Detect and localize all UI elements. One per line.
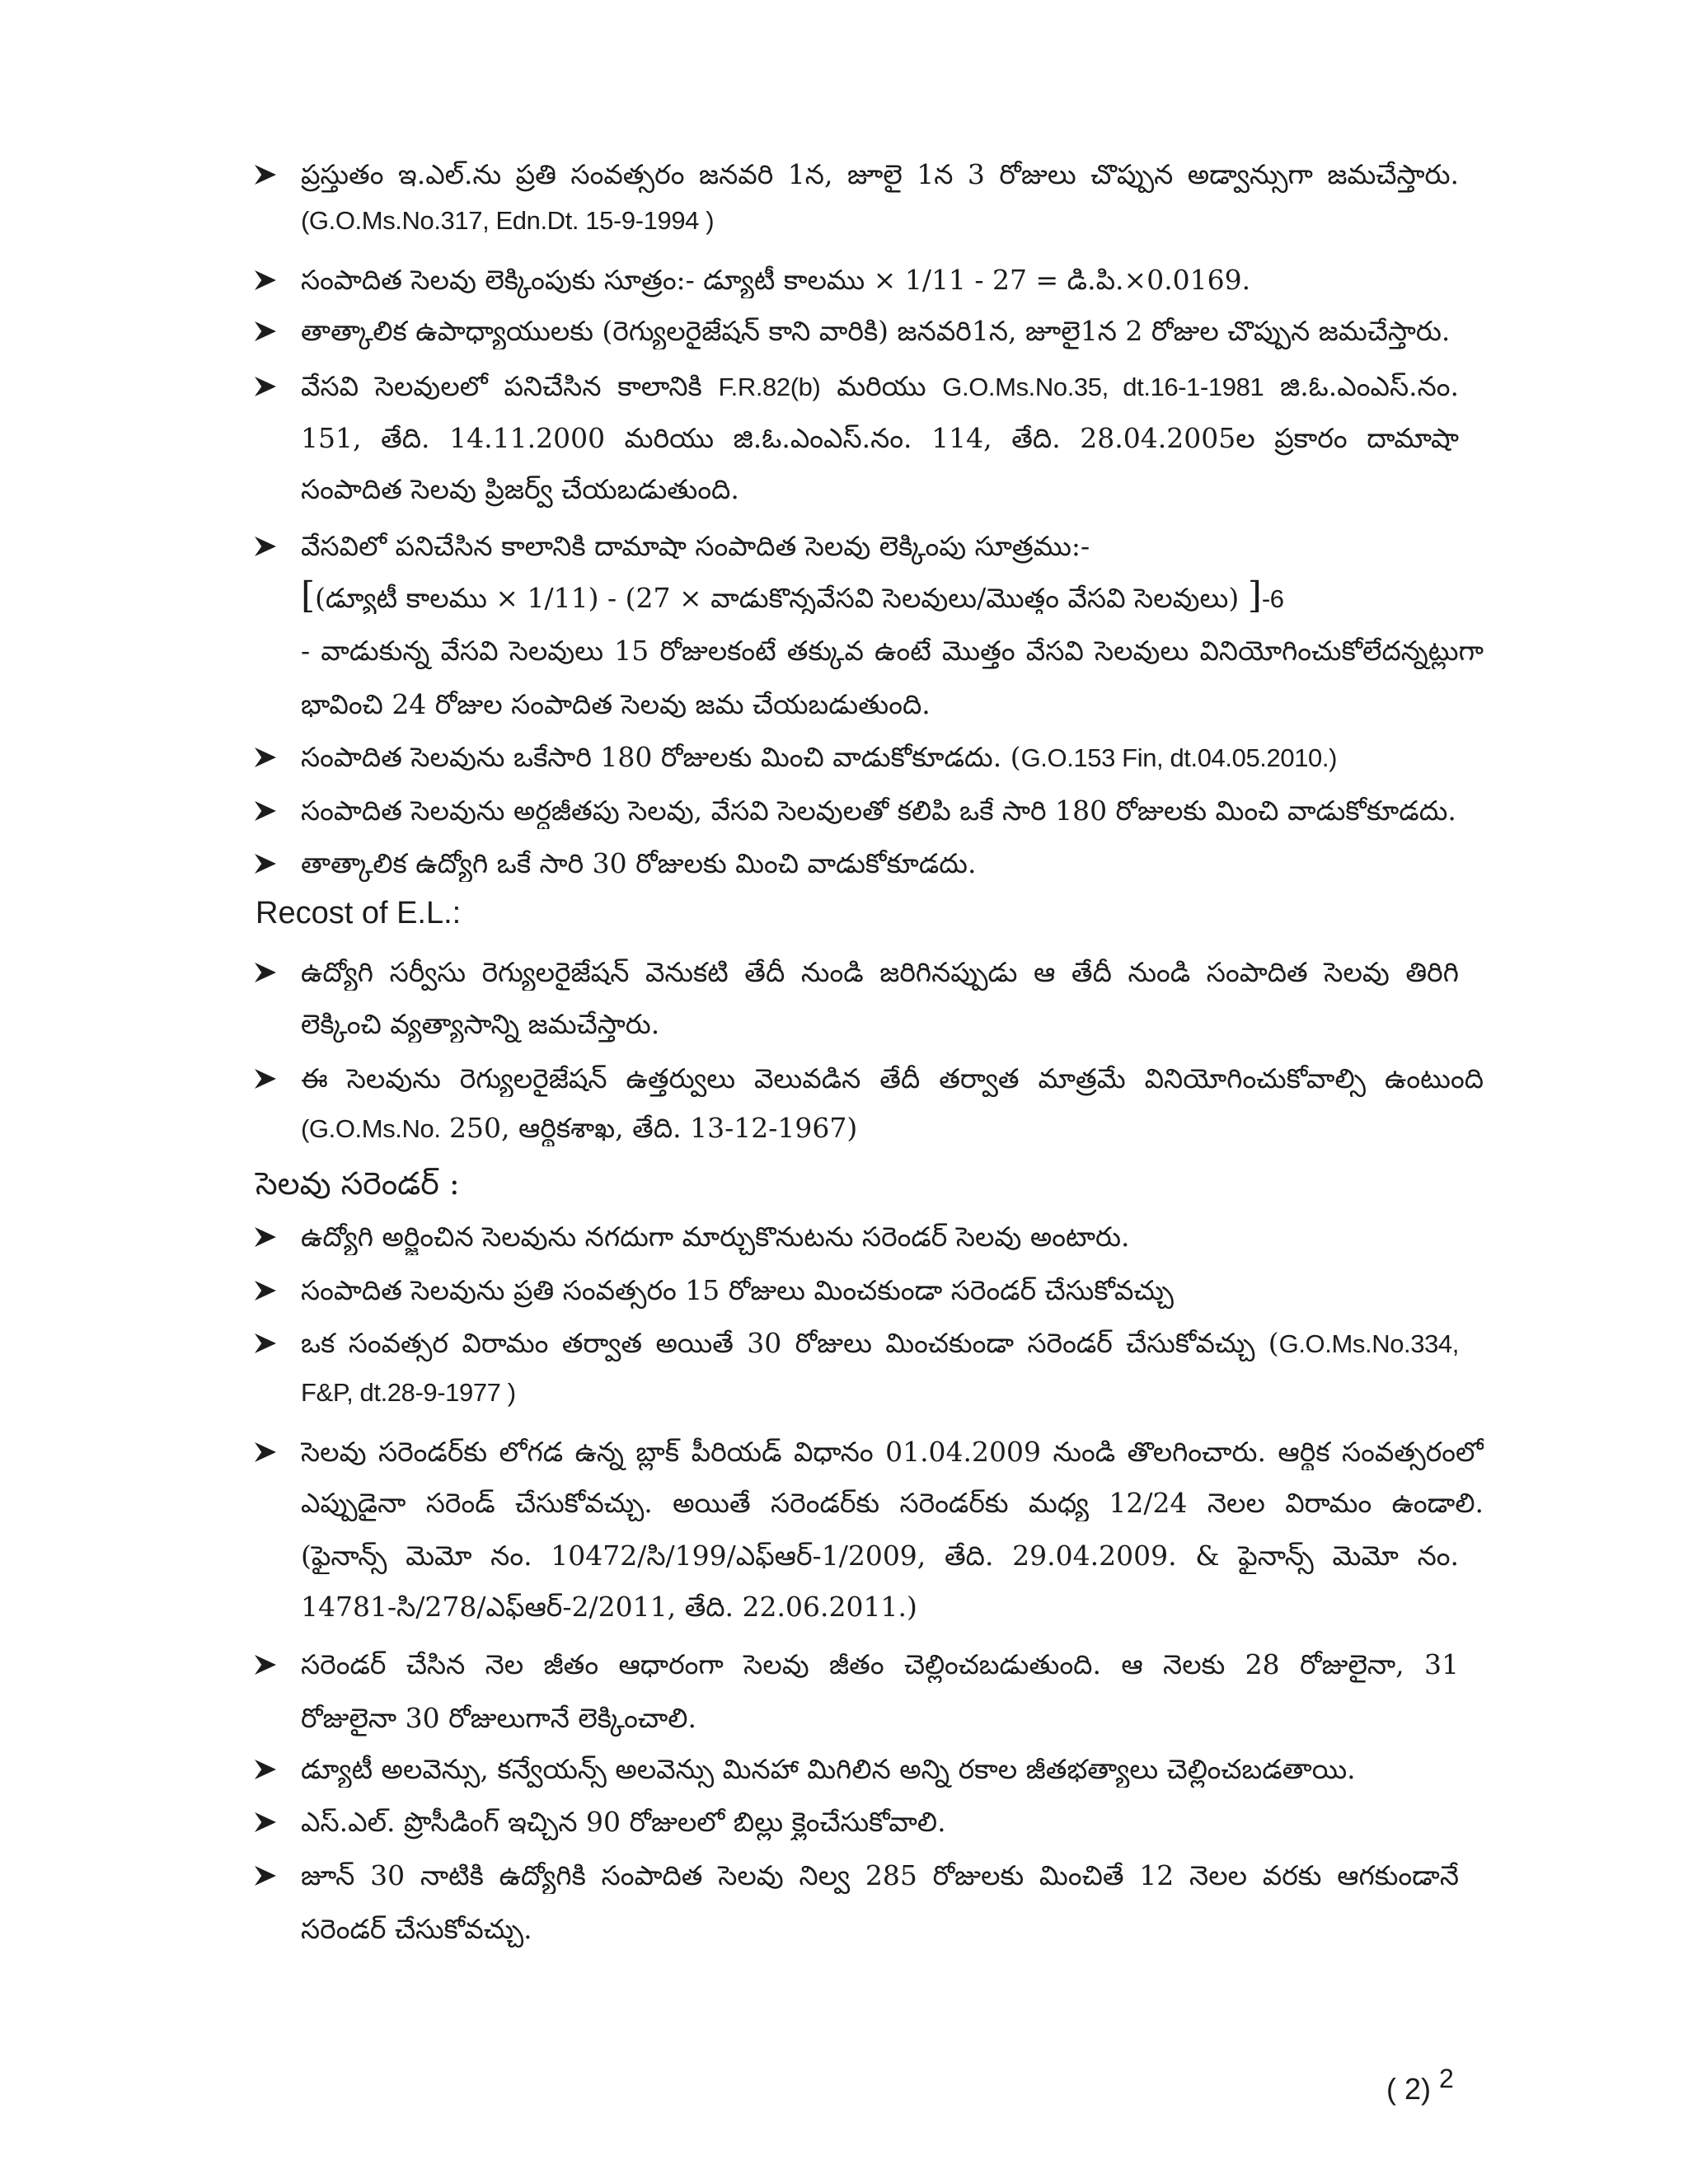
bullet-text-line — [301, 1804, 946, 1840]
text-segment: ఒక సంవత్సర విరామం తర్వాత అయితే 30 రోజులు మించకుండా సరెండర్ చేసుకోవచ్చు ( — [301, 1327, 1279, 1359]
bullet-text-line — [301, 368, 1459, 405]
text-segment: డ్యూటీ అలవెన్సు, కన్వేయన్స్ అలవెన్సు మినహా మిగిలిన అన్ని రకాల జీతభత్యాలు చెల్లించబడతాయి. — [301, 1753, 1356, 1785]
formula-text: (డ్యూటీ కాలము × 1/11) - (27 × వాడుకొన్నవేసవి సెలవులు/మొత్తం వేసవి సెలవులు) — [315, 582, 1248, 614]
go-reference: (G.O.Ms.No. — [301, 1114, 441, 1143]
bullet-text-line — [301, 1006, 659, 1043]
bullet-text-line — [301, 471, 739, 508]
arrowhead-bullet-icon — [255, 1442, 276, 1462]
text-segment: ప్రస్తుతం ఇ.ఎల్.ను ప్రతి సంవత్సరం జనవరి 1న, జూలై 1న 3 రోజులు చొప్పున అడ్వాన్సుగా జమచేస్తారు. — [301, 158, 1459, 190]
section-heading: సెలవు సరెండర్ : — [256, 1165, 460, 1202]
text-segment: వేసవి సెలవులలో పనిచేసిన కాలానికి — [301, 370, 719, 402]
arrowhead-bullet-icon — [255, 377, 276, 396]
close-bracket: ] — [1247, 578, 1262, 614]
arrowhead-bullet-icon — [255, 1812, 276, 1832]
text-segment: 250, ఆర్థికశాఖ, తేది. 13-12-1967) — [440, 1112, 858, 1144]
arrowhead-bullet-icon — [255, 748, 276, 767]
bullet-text-line — [301, 1061, 1484, 1097]
bullet-text-line — [301, 793, 1456, 829]
bullet-text-line — [301, 1700, 696, 1736]
bullet-text-line — [301, 262, 1250, 298]
arrowhead-bullet-icon — [255, 537, 276, 556]
bullet-text-line — [301, 954, 1459, 991]
go-reference: F.R.82(b) — [718, 373, 821, 401]
text-segment: తాత్కాలిక ఉపాధ్యాయులకు (రెగ్యులరైజేషన్ కాని వారికి) జనవరి1న, జూలై1న 2 రోజుల చొప్పున జమచేస్తారు. — [301, 315, 1451, 347]
go-reference: (G.O.Ms.No.317, Edn.Dt. 15-9-1994 ) — [301, 206, 715, 235]
arrowhead-bullet-icon — [255, 963, 276, 982]
text-segment: సంపాదిత సెలవు లెక్కింపుకు సూత్రం:- డ్యూటీ కాలము × 1/11 - 27 = డి.పి.×0.0169. — [301, 264, 1251, 296]
arrowhead-bullet-icon — [255, 321, 276, 341]
text-segment: మరియు — [820, 370, 943, 402]
text-segment: వేసవిలో పనిచేసిన కాలానికి దామాషా సంపాదిత సెలవు లెక్కింపు సూత్రము:- — [301, 530, 1090, 562]
bullet-text-line — [301, 1219, 1130, 1255]
text-segment: 151, తేది. 14.11.2000 మరియు జి.ఓ.ఎంఎస్.నం. 114, తేది. 28.04.2005ల ప్రకారం దామాషా — [301, 422, 1459, 454]
text-segment: ఎస్.ఎల్. ప్రొసీడింగ్ ఇచ్చిన 90 రోజులలో బిల్లు క్లైంచేసుకోవాలి. — [301, 1806, 946, 1838]
bullet-text-line — [301, 1538, 1459, 1574]
arrowhead-bullet-icon — [255, 854, 276, 874]
arrowhead-bullet-icon — [255, 165, 276, 185]
bullet-text-line — [301, 739, 1337, 776]
bullet-text-line — [301, 1911, 532, 1947]
bullet-text-line — [301, 1751, 1356, 1788]
bullet-text-line — [301, 633, 1484, 669]
text-segment: సంపాదిత సెలవును ప్రతి సంవత్సరం 15 రోజులు మించకుండా సరెండర్ చేసుకోవచ్చు — [301, 1274, 1174, 1306]
go-reference: G.O.Ms.No.334, — [1278, 1329, 1459, 1358]
bullet-text-line — [301, 528, 1090, 565]
bullet-text-line — [301, 1485, 1484, 1521]
text-segment: ఈ సెలవును రెగ్యులరైజేషన్ ఉత్తర్వులు వెలువడిన తేదీ తర్వాత మాత్రమే వినియోగించుకోవాల్సి ఉంటుంది — [301, 1062, 1484, 1094]
go-reference: F&P, dt.28-9-1977 ) — [301, 1378, 516, 1407]
text-segment: సంపాదిత సెలవును అర్ధజీతపు సెలవు, వేసవి సెలవులతో కలిపి ఒకే సారి 180 రోజులకు మించి వాడుకోకూడదు. — [301, 794, 1456, 827]
section-heading: Recost of E.L.: — [256, 896, 462, 930]
text-segment: సంపాదిత సెలవును ఒకేసారి 180 రోజులకు మించి వాడుకోకూడదు. ( — [301, 741, 1021, 773]
text-segment: సంపాదిత సెలవు ప్రిజర్వ్ చేయబడుతుంది. — [301, 473, 739, 505]
page-number-label: ( 2) — [1386, 2072, 1431, 2106]
bullet-text-line — [301, 1375, 516, 1411]
bullet-text-line — [301, 420, 1459, 457]
go-reference: G.O.153 Fin, dt.04.05.2010.) — [1020, 743, 1338, 772]
bullet-text-line — [301, 1858, 1459, 1894]
bullet-text-line — [301, 1434, 1484, 1470]
bullet-text-line — [301, 1647, 1459, 1683]
bullet-text-line — [301, 203, 714, 239]
text-segment: (ఫైనాన్స్ మెమో నం. 10472/సి/199/ఎఫ్ఆర్-1/2009, తేది. 29.04.2009. & ఫైనాన్స్ మెమో నం. — [301, 1540, 1459, 1572]
arrowhead-bullet-icon — [255, 1655, 276, 1675]
formula-line — [301, 578, 1284, 614]
text-segment: ఎప్పుడైనా సరెండ్ చేసుకోవచ్చు. అయితే సరెండర్‌కు సరెండర్‌కు మధ్య 12/24 నెలల విరామం ఉండాలి. — [301, 1487, 1484, 1519]
bullet-text-line — [301, 1272, 1174, 1309]
bullet-text-line — [301, 846, 976, 882]
bullet-text-line — [301, 1589, 917, 1625]
arrowhead-bullet-icon — [255, 1069, 276, 1089]
text-segment: - వాడుకున్న వేసవి సెలవులు 15 రోజులకంటే తక్కువ ఉంటే మొత్తం వేసవి సెలవులు వినియోగించుకోలేదన్నట్లుగా — [301, 635, 1484, 667]
text-segment: సరెండర్ చేసుకోవచ్చు. — [301, 1913, 532, 1945]
go-reference: G.O.Ms.No.35, dt.16-1-1981 — [942, 373, 1264, 401]
arrowhead-bullet-icon — [255, 1281, 276, 1301]
text-segment: జి.ఓ.ఎంఎస్.నం. — [1264, 370, 1459, 402]
arrowhead-bullet-icon — [255, 1227, 276, 1247]
text-segment: భావించి 24 రోజుల సంపాదిత సెలవు జమ చేయబడుతుంది. — [301, 688, 931, 720]
formula-suffix: -6 — [1261, 584, 1284, 613]
bullet-text-line — [301, 687, 931, 723]
page-number-mark: 2 — [1439, 2064, 1454, 2093]
arrowhead-bullet-icon — [255, 801, 276, 821]
text-segment: తాత్కాలిక ఉద్యోగి ఒకే సారి 30 రోజులకు మించి వాడుకోకూడదు. — [301, 847, 977, 879]
text-segment: రోజులైనా 30 రోజులుగానే లెక్కించాలి. — [301, 1702, 696, 1734]
text-segment: 14781-సి/278/ఎఫ్ఆర్-2/2011, తేది. 22.06.2011.) — [301, 1591, 917, 1623]
bullet-text-line — [301, 1110, 857, 1146]
arrowhead-bullet-icon — [255, 270, 276, 290]
arrowhead-bullet-icon — [255, 1760, 276, 1779]
text-segment: సరెండర్ చేసిన నెల జీతం ఆధారంగా సెలవు జీతం చెల్లించబడుతుంది. ఆ నెలకు 28 రోజులైనా, 31 — [301, 1648, 1459, 1680]
arrowhead-bullet-icon — [255, 1333, 276, 1353]
text-segment: ఉద్యోగి సర్వీసు రెగ్యులరైజేషన్ వెనుకటి తేదీ నుండి జరిగినప్పుడు ఆ తేదీ నుండి సంపాదిత సెలవు తిరిగి — [301, 956, 1459, 988]
bullet-text-line — [301, 313, 1450, 349]
text-segment: సెలవు సరెండర్‌కు లోగడ ఉన్న బ్లాక్ పీరియడ్ విధానం 01.04.2009 నుండి తొలగించారు. ఆర్థిక సంవత్సరంలో — [301, 1436, 1484, 1468]
text-segment: జూన్ 30 నాటికి ఉద్యోగికి సంపాదిత సెలవు నిల్వ 285 రోజులకు మించితే 12 నెలల వరకు ఆగకుండానే — [301, 1859, 1459, 1891]
text-segment: లెక్కించి వ్యత్యాసాన్ని జమచేస్తారు. — [301, 1008, 660, 1040]
bullet-text-line — [301, 1325, 1459, 1361]
bullet-text-line — [301, 157, 1459, 193]
text-segment: ఉద్యోగి అర్జించిన సెలవును నగదుగా మార్చుకొనుటను సరెండర్ సెలవు అంటారు. — [301, 1221, 1130, 1253]
open-bracket: [ — [301, 578, 316, 614]
arrowhead-bullet-icon — [255, 1866, 276, 1886]
